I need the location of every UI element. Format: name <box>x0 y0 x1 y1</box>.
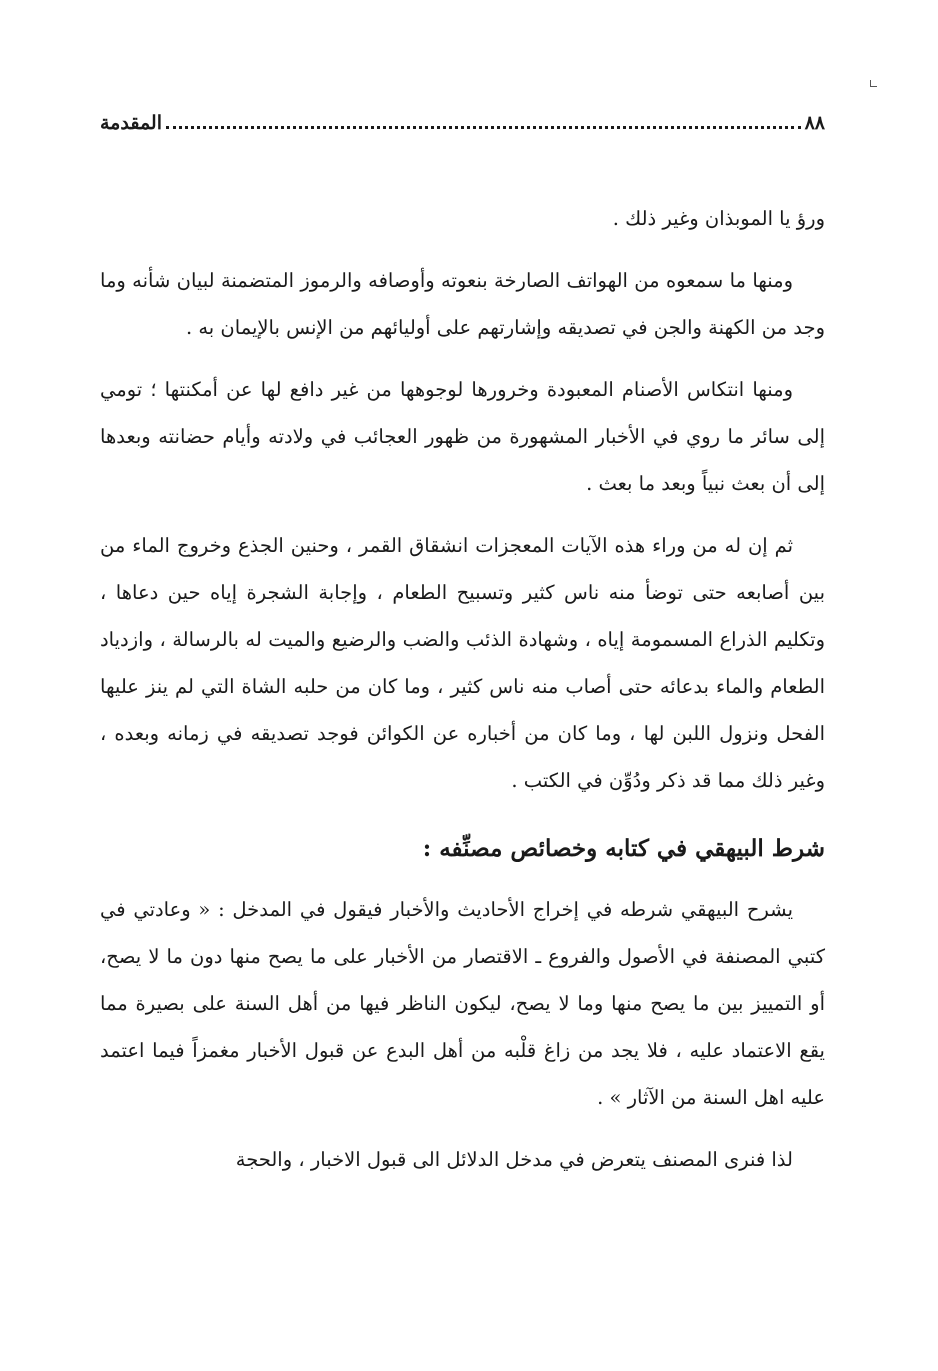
section-heading: شرط البيهقي في كتابه وخصائص مصنِّفه : <box>422 835 825 862</box>
corner-mark <box>870 80 877 87</box>
paragraph: ومنها ما سمعوه من الهواتف الصارخة بنعوته وأوصافه والرموز المتضمنة لبيان شأنه وما وجد من الكهنة والجن في تصديقه وإشارتهم على أوليائهم من الإنس بالإيمان به . <box>100 269 825 339</box>
page-body <box>100 195 825 1198</box>
paragraph: لذا فنرى المصنف يتعرض في مدخل الدلائل الى قبول الاخبار ، والحجة <box>235 1148 793 1171</box>
paragraph: يشرح البيهقي شرطه في إخراج الأحاديث والأخبار فيقول في المدخل : « وعادتي في كتبي المصنفة في الأصول والفروع ـ الاقتصار من الأخبار على ما يصح منها دون ما لا يصح، أو التمييز بين ما يصح منها وما لا يصح، ليكون الناظر فيها من أهل السنة على بصيرة مما يقع الاعتماد عليه ، فلا يجد من زاغ قلْبه من أهل البدع عن قبول الأخبار مغمزاً فيما اعتمد عليه اهل السنة من الآثار » . <box>100 898 825 1109</box>
header-section-title: المقدمة <box>100 112 163 134</box>
paragraph: ثم إن له من وراء هذه الآيات المعجزات انشقاق القمر ، وحنين الجذع وخروج الماء من بين أصابعه حتى توضأ منه ناس كثير وتسبيح الطعام ، وإجابة الشجرة إياه حين دعاها ، وتكليم الذراع المسمومة إياه ، وشهادة الذئب والضب والرضيع والميت له بالرسالة ، وازدياد الطعام والماء بدعائه حتى أصاب منه ناس كثير ، وما كان من حلبه الشاة التي لم ينز عليها الفحل ونزول اللبن لها ، وما كان من أخباره عن الكوائن فوجد تصديقه في زمانه وبعده ، وغير ذلك مما قد ذكر ودُوِّن في الكتب . <box>100 534 825 792</box>
page-number: ٨٨ <box>804 112 825 134</box>
paragraph: ورؤ يا الموبذان وغير ذلك . <box>612 207 825 230</box>
paragraph: ومنها انتكاس الأصنام المعبودة وخرورها لوجوهها من غير دافع لها عن أمكنتها ؛ تومي إلى سائر ما روي في الأخبار المشهورة من ظهور العجائب في ولادته وأيام حضانته وبعدها إلى أن بعث نبياً وبعد ما بعث . <box>100 378 825 495</box>
running-header <box>100 112 825 134</box>
header-dot-leader <box>166 116 801 129</box>
